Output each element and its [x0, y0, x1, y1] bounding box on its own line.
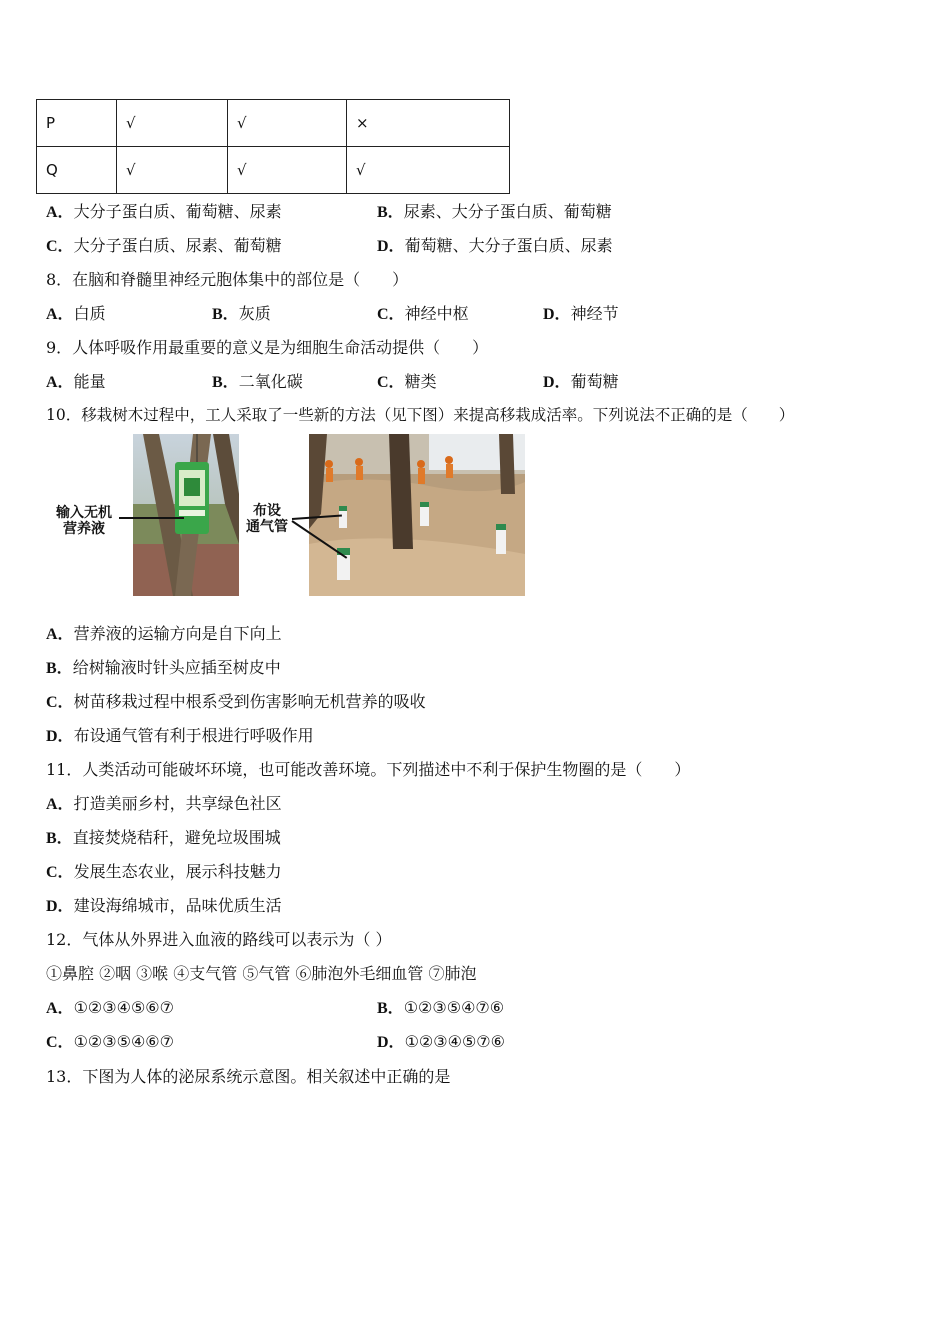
row-label: Q	[37, 147, 117, 194]
question-stem: 10．移栽树木过程中，工人采取了一些新的方法（见下图）来提高移栽成活率。下列说法不正确的是（ ）	[46, 406, 795, 424]
option-c: C．糖类	[377, 372, 437, 391]
table-cell: √	[347, 147, 510, 194]
table-cell: √	[228, 100, 347, 147]
option-a: A．营养液的运输方向是自下向上	[46, 624, 282, 643]
option-b: B．二氧化碳	[212, 372, 303, 391]
option-b: B．①②③⑤④⑦⑥	[377, 998, 505, 1017]
option-a: A．打造美丽乡村，共享绿色社区	[46, 794, 282, 813]
question-stem: 8．在脑和脊髓里神经元胞体集中的部位是（ ）	[46, 270, 409, 289]
table-cell: √	[117, 147, 228, 194]
option-d: D．葡萄糖	[543, 372, 619, 391]
option-b: B．直接焚烧秸秆，避免垃圾围城	[46, 828, 281, 847]
option-d: D．建设海绵城市，品味优质生活	[46, 896, 282, 915]
option-c: C．大分子蛋白质、尿素、葡萄糖	[46, 236, 282, 255]
option-a: A．能量	[46, 372, 106, 391]
question-stem: 13．下图为人体的泌尿系统示意图。相关叙述中正确的是	[46, 1067, 451, 1086]
question-stem: 11．人类活动可能破坏环境，也可能改善环境。下列描述中不利于保护生物圈的是（ ）	[46, 760, 691, 779]
option-a: A．大分子蛋白质、葡萄糖、尿素	[46, 202, 282, 221]
option-c: C．神经中枢	[377, 304, 469, 323]
nutrient-solution-label: 输入无机 营养液	[56, 505, 112, 537]
option-d: D．神经节	[543, 304, 619, 323]
answer-table	[36, 99, 510, 194]
question-stem: 9．人体呼吸作用最重要的意义是为细胞生命活动提供（ ）	[46, 338, 489, 357]
option-c: C．树苗移栽过程中根系受到伤害影响无机营养的吸收	[46, 692, 426, 711]
option-b: B．给树输液时针头应插至树皮中	[46, 658, 281, 677]
table-cell: ×	[347, 100, 510, 147]
option-a: A．①②③④⑤⑥⑦	[46, 998, 174, 1017]
airway-list: ①鼻腔 ②咽 ③喉 ④支气管 ⑤气管 ⑥肺泡外毛细血管 ⑦肺泡	[46, 964, 477, 983]
leader-line	[119, 517, 184, 519]
option-d: D．布设通气管有利于根进行呼吸作用	[46, 726, 314, 745]
table-row	[37, 147, 510, 194]
option-b: B．灰质	[212, 304, 271, 323]
aeration-pipe-label: 布设 通气管	[246, 503, 288, 535]
option-b: B．尿素、大分子蛋白质、葡萄糖	[377, 202, 612, 221]
iv-bag-photo	[133, 434, 239, 596]
option-c: C．①②③⑤④⑥⑦	[46, 1032, 174, 1051]
option-c: C．发展生态农业，展示科技魅力	[46, 862, 282, 881]
table-cell: √	[117, 100, 228, 147]
row-label: P	[37, 100, 117, 147]
option-a: A．白质	[46, 304, 106, 323]
option-d: D．①②③④⑤⑦⑥	[377, 1032, 505, 1051]
question-stem: 12．气体从外界进入血液的路线可以表示为（ ）	[46, 930, 392, 949]
table-cell: √	[228, 147, 347, 194]
table-row	[37, 100, 510, 147]
option-d: D．葡萄糖、大分子蛋白质、尿素	[377, 236, 613, 255]
